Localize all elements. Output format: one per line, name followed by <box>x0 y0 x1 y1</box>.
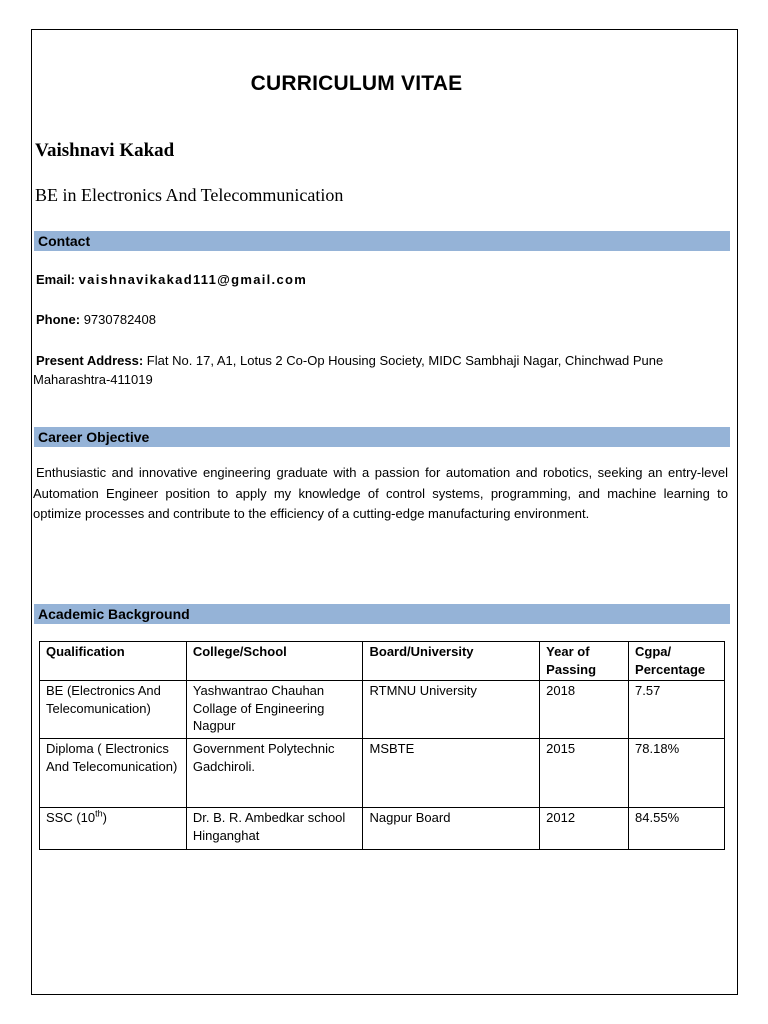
cell-score: 7.57 <box>629 681 725 739</box>
cell-qualification <box>40 808 187 850</box>
cell-qualification: BE (Electronics And Telecomunication) <box>40 681 187 739</box>
table-row <box>40 681 725 739</box>
header-board: Board/University <box>363 642 540 681</box>
career-objective-text: Enthusiastic and innovative engineering graduate with a passion for automation and robotics, seeking an entry-level Automation Engineer position to apply my knowledge of control systems, programming, and machine learning to optimize processes and contribute to the efficiency of a cutting-edge manufacturing environment. <box>33 465 728 521</box>
table-header-row <box>40 642 725 681</box>
header-qualification: Qualification <box>40 642 187 681</box>
cell-year: 2015 <box>540 739 629 808</box>
candidate-name: Vaishnavi Kakad <box>35 140 175 161</box>
academic-table <box>39 641 725 850</box>
header-year: Year of Passing <box>540 642 629 681</box>
contact-section-header: Contact <box>34 231 730 251</box>
address-line <box>33 351 723 389</box>
cell-score: 78.18% <box>629 739 725 808</box>
email-value: vaishnavikakad111@gmail.com <box>78 272 308 287</box>
header-college: College/School <box>186 642 363 681</box>
document-title: CURRICULUM VITAE <box>250 72 463 95</box>
phone-label: Phone: <box>36 312 81 327</box>
cell-board: RTMNU University <box>363 681 540 739</box>
cell-qualification-sup: th <box>95 808 103 819</box>
cell-board: Nagpur Board <box>363 808 540 850</box>
phone-value: 9730782408 <box>83 312 156 327</box>
cell-college: Government Polytechnic Gadchiroli. <box>186 739 363 808</box>
cell-qualification-end: ) <box>102 810 107 825</box>
cell-college: Yashwantrao Chauhan Collage of Engineering Nagpur <box>186 681 363 739</box>
cell-qualification: Diploma ( Electronics And Telecomunication) <box>40 739 187 808</box>
academic-section-header: Academic Background <box>34 604 730 624</box>
candidate-degree: BE in Electronics And Telecommunication <box>35 185 344 205</box>
career-section-header: Career Objective <box>34 427 730 447</box>
table-row <box>40 739 725 808</box>
address-label: Present Address: <box>36 353 144 368</box>
header-score: Cgpa/ Percentage <box>629 642 725 681</box>
cell-college: Dr. B. R. Ambedkar school Hinganghat <box>186 808 363 850</box>
cell-board: MSBTE <box>363 739 540 808</box>
address-value: Flat No. 17, A1, Lotus 2 Co-Op Housing Society, MIDC Sambhaji Nagar, Chinchwad Pune Maharashtra-411019 <box>33 353 664 387</box>
cell-year: 2018 <box>540 681 629 739</box>
table-row <box>40 808 725 850</box>
cell-qualification-text: SSC (10 <box>46 810 96 825</box>
email-line <box>36 272 307 287</box>
email-label: Email: <box>36 272 76 287</box>
phone-line <box>36 312 156 327</box>
cell-score: 84.55% <box>629 808 725 850</box>
cell-year: 2012 <box>540 808 629 850</box>
